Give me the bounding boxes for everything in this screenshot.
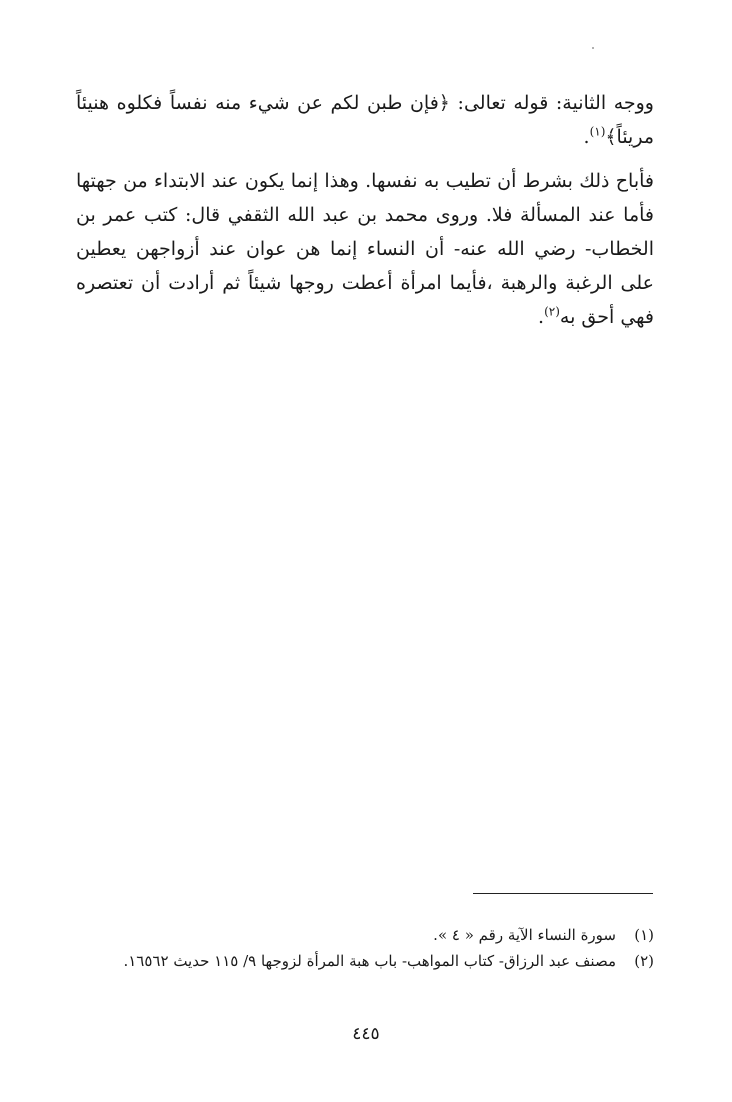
- paragraph-1-tail: .: [583, 126, 590, 148]
- footnote-2: [76, 948, 654, 974]
- footnote-ref-2: (٢): [544, 304, 560, 319]
- scan-speck: [592, 47, 594, 49]
- paragraph-2-tail: .: [538, 306, 545, 328]
- footnote-ref-1: (١): [589, 124, 606, 139]
- footnote-separator: [473, 893, 653, 894]
- paragraph-1: [76, 86, 654, 154]
- footnote-1-number: (١): [634, 926, 654, 944]
- paragraph-2-text: فأباح ذلك بشرط أن تطيب به نفسها. وهذا إنما يكون عند الابتداء من جهتها فأما عند المسألة فلا. وروى محمد بن عبد الله الثقفي قال: كتب عمر بن الخطاب- رضي الله عنه- أن النساء إنما هن عوان عند أزواجهن يعطين على الرغبة والرهبة ،فأيما امرأة أعطت روجها شيئاً ثم أرادت أن تعتصره فهي أحق به: [76, 170, 654, 328]
- footnotes: [76, 922, 654, 974]
- footnote-1-text: سورة النساء الآية رقم « ٤ ».: [433, 926, 616, 944]
- paragraph-2: [76, 164, 654, 334]
- page-number: ٤٤٥: [352, 1024, 380, 1044]
- paragraph-1-text: ووجه الثانية: قوله تعالى: ﴿فإن طبن لكم عن شيء منه نفساً فكلوه هنيئاً مريئاً﴾: [76, 92, 654, 148]
- footnote-2-number: (٢): [634, 952, 654, 970]
- footnote-1: [76, 922, 654, 948]
- footnote-2-text: مصنف عبد الرزاق- كتاب المواهب- باب هبة المرأة لزوجها ٩/ ١١٥ حديث ١٦٥٦٢.: [123, 952, 616, 970]
